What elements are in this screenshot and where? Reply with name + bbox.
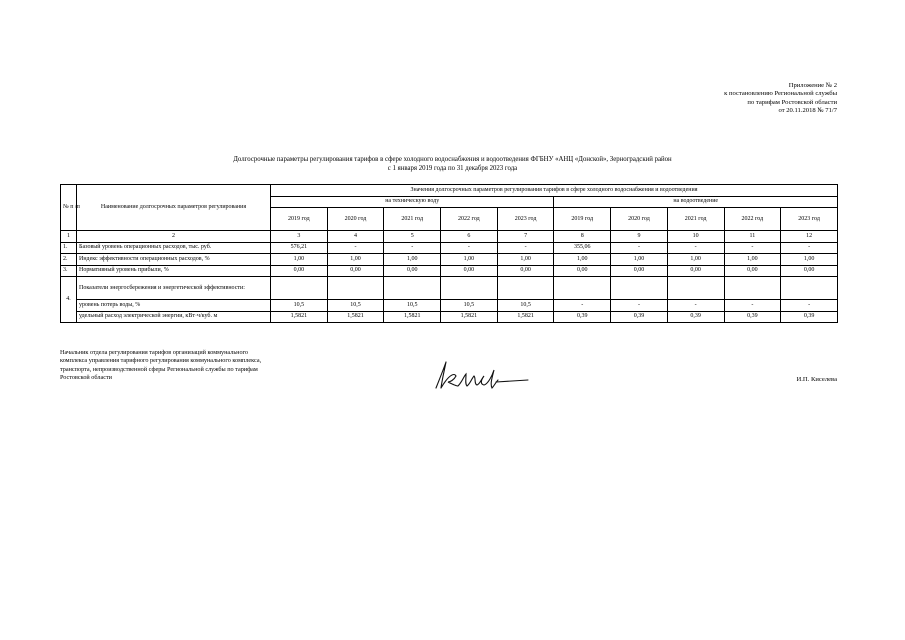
row-value: 0,00 — [781, 265, 838, 277]
row-value: 355,06 — [554, 242, 611, 254]
document-title — [0, 155, 905, 173]
row-value: 0,00 — [554, 265, 611, 277]
year-cell: 2023 год — [781, 208, 838, 231]
row-value: - — [724, 300, 781, 312]
row-value: 1,5821 — [327, 311, 384, 323]
row-value: 0,00 — [611, 265, 668, 277]
row-value: 1,5821 — [441, 311, 498, 323]
row-num: 3. — [61, 265, 77, 277]
row-name: удельный расход электрической энергии, кВт·ч/куб. м — [77, 311, 271, 323]
row-num: 2. — [61, 254, 77, 266]
row-value: - — [611, 242, 668, 254]
year-cell: 2020 год — [611, 208, 668, 231]
col-number: 1 — [61, 231, 77, 243]
row-name: Индекс эффективности операционных расходов, % — [77, 254, 271, 266]
col-number: 2 — [77, 231, 271, 243]
row-value: - — [441, 242, 498, 254]
col-number: 12 — [781, 231, 838, 243]
empty-cell — [441, 277, 498, 300]
year-cell: 2021 год — [667, 208, 724, 231]
row-value: 0,39 — [667, 311, 724, 323]
row-name: Нормативный уровень прибыли, % — [77, 265, 271, 277]
handwritten-signature — [432, 358, 532, 394]
row-value: 1,5821 — [384, 311, 441, 323]
empty-cell — [724, 277, 781, 300]
column-numbers-row — [61, 231, 838, 243]
empty-cell — [384, 277, 441, 300]
row-value: 0,00 — [271, 265, 328, 277]
empty-cell — [554, 277, 611, 300]
col-number: 4 — [327, 231, 384, 243]
row-num: 1. — [61, 242, 77, 254]
header-water: на техническую воду — [271, 196, 554, 208]
empty-cell — [611, 277, 668, 300]
row-value: 1,00 — [611, 254, 668, 266]
empty-cell — [271, 277, 328, 300]
table-row — [61, 242, 838, 254]
row-value: 0,00 — [497, 265, 554, 277]
row-value: 1,5821 — [271, 311, 328, 323]
year-cell: 2023 год — [497, 208, 554, 231]
year-cell: 2022 год — [441, 208, 498, 231]
row-value: 0,00 — [667, 265, 724, 277]
position-line-2: комплекса управления тарифного регулирования коммунального комплекса, — [60, 357, 262, 365]
title-line-1: Долгосрочные параметры регулирования тарифов в сфере холодного водоснабжения и водоотведения ФГБНУ «АНЦ «Донской», Зерноградский район — [233, 156, 672, 163]
row-value: 0,00 — [441, 265, 498, 277]
col-number: 8 — [554, 231, 611, 243]
row-name: Показатели энергосбережения и энергетической эффективности: — [77, 277, 271, 300]
empty-cell — [667, 277, 724, 300]
col-number: 7 — [497, 231, 554, 243]
col-number: 10 — [667, 231, 724, 243]
row-value: - — [497, 242, 554, 254]
header-sewer: на водоотведение — [554, 196, 838, 208]
col-number: 9 — [611, 231, 668, 243]
row-value: - — [781, 242, 838, 254]
signer-name: И.П. Киселева — [796, 376, 837, 383]
header-row-1 — [61, 185, 838, 197]
appendix-line-1: Приложение № 2 — [788, 82, 837, 89]
year-cell: 2019 год — [554, 208, 611, 231]
empty-cell — [327, 277, 384, 300]
row-value: 0,39 — [781, 311, 838, 323]
row-value: 576,21 — [271, 242, 328, 254]
year-cell: 2019 год — [271, 208, 328, 231]
table-row — [61, 311, 838, 323]
row-value: 1,00 — [781, 254, 838, 266]
position-line-3: транспорта, непроизводственной сферы Региональной службы по тарифам — [60, 365, 258, 373]
row-value: 0,00 — [724, 265, 781, 277]
row-value: 0,00 — [384, 265, 441, 277]
appendix-block — [724, 82, 837, 115]
row-value: - — [327, 242, 384, 254]
row-value: 0,00 — [327, 265, 384, 277]
row-value: - — [724, 242, 781, 254]
row-value: 0,39 — [611, 311, 668, 323]
row-value: - — [667, 300, 724, 312]
table-row — [61, 254, 838, 266]
row-value: 10,5 — [384, 300, 441, 312]
row-value: 10,5 — [271, 300, 328, 312]
row-value: 1,00 — [554, 254, 611, 266]
row-value: 1,00 — [497, 254, 554, 266]
row-value: - — [781, 300, 838, 312]
col-number: 6 — [441, 231, 498, 243]
row-value: 1,5821 — [497, 311, 554, 323]
col-number: 11 — [724, 231, 781, 243]
col-number: 3 — [271, 231, 328, 243]
appendix-line-3: по тарифам Ростовской области — [747, 98, 837, 106]
year-cell: 2020 год — [327, 208, 384, 231]
table-row — [61, 300, 838, 312]
header-num: № п /п — [61, 185, 77, 231]
row-value: 1,00 — [724, 254, 781, 266]
row-value: - — [554, 300, 611, 312]
row-value: 1,00 — [441, 254, 498, 266]
row-value: 1,00 — [271, 254, 328, 266]
row-value: 0,39 — [554, 311, 611, 323]
year-cell: 2021 год — [384, 208, 441, 231]
row-name: уровень потерь воды, % — [77, 300, 271, 312]
row-value: 10,5 — [327, 300, 384, 312]
row-value: 0,39 — [724, 311, 781, 323]
table-row — [61, 265, 838, 277]
row-num: 4. — [61, 277, 77, 323]
position-line-1: Начальник отдела регулирования тарифов организаций коммунального — [60, 349, 249, 356]
row-value: 1,00 — [327, 254, 384, 266]
table-row-energy-heading — [61, 277, 838, 300]
signatory-position — [60, 349, 261, 382]
empty-cell — [781, 277, 838, 300]
year-cell: 2022 год — [724, 208, 781, 231]
empty-cell — [497, 277, 554, 300]
row-value: 1,00 — [384, 254, 441, 266]
row-value: 10,5 — [497, 300, 554, 312]
appendix-line-2: к постановлению Региональной службы — [724, 90, 837, 98]
row-value: 10,5 — [441, 300, 498, 312]
appendix-line-4: от 20.11.2018 № 71/7 — [778, 106, 837, 114]
header-group: Значения долгосрочных параметров регулирования тарифов в сфере холодного водоснабжения и водоотведения — [271, 185, 838, 197]
title-line-2: с 1 января 2019 года по 31 декабря 2023 года — [387, 165, 518, 172]
position-line-4: Ростовской области — [60, 373, 112, 381]
row-name: Базовый уровень операционных расходов, тыс. руб. — [77, 242, 271, 254]
row-value: - — [611, 300, 668, 312]
row-value: - — [667, 242, 724, 254]
row-value: 1,00 — [667, 254, 724, 266]
parameters-table — [60, 184, 838, 323]
header-name: Наименование долгосрочных параметров регулирования — [77, 185, 271, 231]
col-number: 5 — [384, 231, 441, 243]
row-value: - — [384, 242, 441, 254]
